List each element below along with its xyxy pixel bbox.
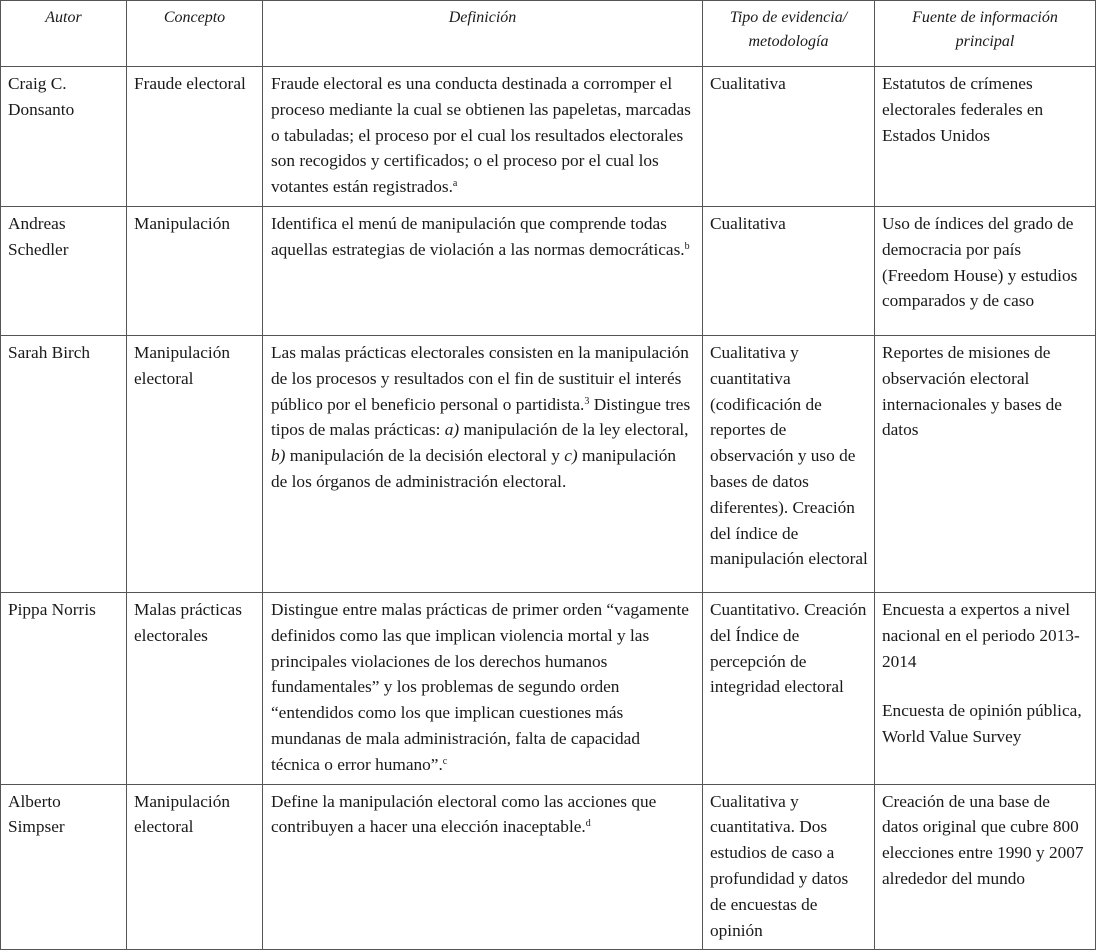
- source-cell: [875, 592, 1096, 784]
- source-cell: Estatutos de crímenes electorales federales en Estados Unidos: [875, 67, 1096, 207]
- table-row: [1, 67, 1096, 207]
- definition-text: Define la manipulación electoral como las acciones que contribuyen a hacer una elección inaceptable.: [271, 791, 657, 837]
- table-row: [1, 784, 1096, 950]
- definition-cell: [263, 67, 703, 207]
- evidence-cell: Cualitativa y cuantitativa (codificación de reportes de observación y uso de bases de datos diferentes). Creación del índice de manipulación electoral: [703, 335, 875, 592]
- author-cell: Craig C. Donsanto: [1, 67, 127, 207]
- table-row: [1, 335, 1096, 592]
- footnote-marker: b: [684, 240, 690, 252]
- author-cell: Alberto Simpser: [1, 784, 127, 950]
- footnote-marker: 3: [584, 395, 590, 407]
- header-definition: Definición: [263, 1, 703, 67]
- evidence-cell: Cualitativa y cuantitativa. Dos estudios de caso a profundidad y datos de encuestas de opinión: [703, 784, 875, 950]
- definition-text: manipulación de la ley electoral,: [459, 420, 689, 440]
- evidence-cell: Cualitativa: [703, 67, 875, 207]
- paragraph-gap: [882, 674, 1089, 698]
- footnote-marker: d: [585, 818, 591, 830]
- definition-cell: [263, 784, 703, 950]
- header-evidence: Tipo de evidencia/ metodología: [703, 1, 875, 67]
- list-marker: b): [271, 446, 286, 466]
- header-row: [1, 1, 1096, 67]
- definition-text: Distingue tres tipos de malas prácticas:: [271, 394, 691, 440]
- list-marker: c): [564, 446, 578, 466]
- list-marker: a): [444, 420, 460, 440]
- source-text: Encuesta de opinión pública, World Value Survey: [882, 701, 1082, 747]
- source-cell: Uso de índices del grado de democracia por país (Freedom House) y estudios comparados y de caso: [875, 206, 1096, 335]
- definition-cell: [263, 206, 703, 335]
- source-cell: Reportes de misiones de observación electoral internacionales y bases de datos: [875, 335, 1096, 592]
- source-cell: Creación de una base de datos original que cubre 800 elecciones entre 1990 y 2007 alrededor del mundo: [875, 784, 1096, 950]
- source-text: Encuesta a expertos a nivel nacional en el periodo 2013-2014: [882, 599, 1080, 671]
- concept-cell: Fraude electoral: [127, 67, 263, 207]
- concept-cell: Manipulación electoral: [127, 784, 263, 950]
- evidence-cell: Cualitativa: [703, 206, 875, 335]
- concept-cell: Malas prácticas electorales: [127, 592, 263, 784]
- header-author: Autor: [1, 1, 127, 67]
- table-row: [1, 592, 1096, 784]
- definition-text: Identifica el menú de manipulación que comprende todas aquellas estrategias de violación a las normas democráticas.: [271, 213, 685, 259]
- footnote-marker: c: [442, 755, 448, 767]
- header-concept: Concepto: [127, 1, 263, 67]
- header-source: Fuente de información principal: [875, 1, 1096, 67]
- author-cell: Sarah Birch: [1, 335, 127, 592]
- definition-text: manipulación de la decisión electoral y: [285, 446, 565, 466]
- definition-text: manipulación de los órganos de administración electoral.: [271, 446, 677, 491]
- concept-cell: Manipulación: [127, 206, 263, 335]
- footnote-marker: a: [452, 178, 458, 190]
- definition-cell: [263, 592, 703, 784]
- table-row: [1, 206, 1096, 335]
- evidence-cell: Cuantitativo. Creación del Índice de percepción de integridad electoral: [703, 592, 875, 784]
- definition-text: Las malas prácticas electorales consisten en la manipulación de los procesos y resultados con el fin de sustituir el interés público por el beneficio personal o partidista.: [271, 342, 689, 414]
- definition-cell: [263, 335, 703, 592]
- definition-text: Fraude electoral es una conducta destinada a corromper el proceso mediante la cual se obtienen las papeletas, marcadas o tabuladas; el proceso por el cual los resultados electorales son recogidos y certificados; o el proceso por el cual los votantes están registrados.: [271, 74, 691, 197]
- author-cell: Andreas Schedler: [1, 206, 127, 335]
- author-cell: Pippa Norris: [1, 592, 127, 784]
- concept-cell: Manipulación electoral: [127, 335, 263, 592]
- definition-text: Distingue entre malas prácticas de primer orden “vagamente definidos como las que implican violencia mortal y las principales violaciones de los derechos humanos fundamentales” y los problemas de segundo orden “entendidos como los que implican cuestiones más mundanas de mala administración, falta de capacidad técnica o error humano”.: [271, 599, 689, 774]
